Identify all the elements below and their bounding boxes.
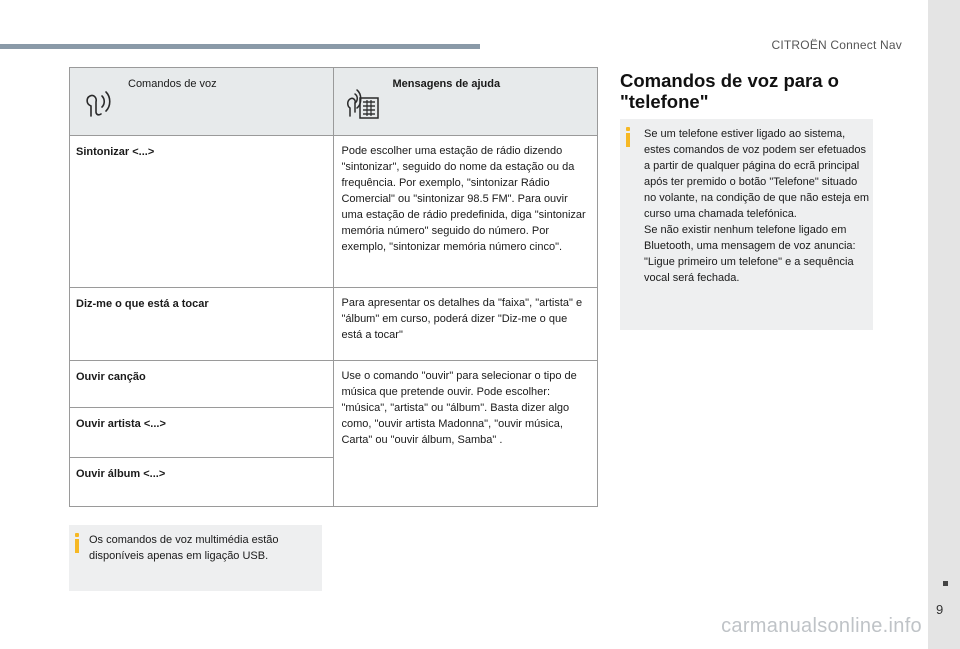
voice-command-icon bbox=[82, 86, 116, 120]
info-marker-icon bbox=[75, 533, 79, 553]
command-cell: Ouvir artista <...> bbox=[70, 408, 334, 458]
header-cell-help bbox=[334, 68, 598, 136]
phone-note-paragraph: Se não existir nenhum telefone ligado em Bluetooth, uma mensagem de voz anuncia: "Ligue primeiro um telefone" e a sequência vocal será fechada. bbox=[644, 224, 856, 284]
voice-help-icon bbox=[346, 86, 380, 120]
brand-header: CITROËN Connect Nav bbox=[771, 38, 902, 52]
command-cell: Diz-me o que está a tocar bbox=[70, 288, 334, 361]
page-marker bbox=[943, 581, 948, 586]
table-header-row bbox=[70, 68, 598, 136]
header-help-label: Mensagens de ajuda bbox=[392, 78, 501, 90]
side-strip bbox=[928, 0, 960, 649]
table-row bbox=[70, 288, 598, 361]
phone-note-box bbox=[620, 119, 873, 330]
page-number: 9 bbox=[936, 602, 944, 617]
voice-commands-table bbox=[69, 67, 598, 507]
command-cell: Ouvir canção bbox=[70, 361, 334, 408]
usb-note-text: Os comandos de voz multimédia estão disponíveis apenas em ligação USB. bbox=[89, 534, 279, 562]
header-commands-label: Comandos de voz bbox=[128, 78, 217, 90]
phone-note-paragraph: Se um telefone estiver ligado ao sistema, estes comandos de voz podem ser efetuados a partir de qualquer página do ecrã principal após ter premido o botão "Telefone" situado no volante, na condição de que não esteja em curso uma chamada telefónica. bbox=[644, 128, 870, 220]
command-cell: Ouvir álbum <...> bbox=[70, 458, 334, 507]
help-cell: Use o comando "ouvir" para selecionar o tipo de música que pretende ouvir. Pode escolher: "música", "artista" ou "álbum". Basta dizer algo como, "ouvir artista Madonna", "ouvir música, Carta" ou "ouvir álbum, Samba" . bbox=[334, 361, 598, 507]
table-row bbox=[70, 361, 598, 408]
help-cell: Pode escolher uma estação de rádio dizendo "sintonizar", seguido do nome da estação ou da frequência. Por exemplo, "sintonizar Rádio Comercial" ou "sintonizar 98.5 FM". Para ouvir uma estação de rádio predefinida, diga "sintonizar memória número" seguido do número. Por exemplo, "sintonizar memória número cinco". bbox=[334, 136, 598, 288]
header-cell-commands bbox=[70, 68, 334, 136]
watermark: carmanualsonline.info bbox=[721, 615, 922, 637]
help-cell: Para apresentar os detalhes da "faixa", "artista" e "álbum" em curso, poderá dizer "Diz-me o que está a tocar" bbox=[334, 288, 598, 361]
section-title: Comandos de voz para o "telefone" bbox=[620, 70, 839, 112]
command-cell: Sintonizar <...> bbox=[70, 136, 334, 288]
phone-note-text bbox=[644, 126, 870, 286]
table-row bbox=[70, 136, 598, 288]
header-rule bbox=[0, 44, 480, 49]
usb-note-box bbox=[69, 525, 322, 591]
info-marker-icon bbox=[626, 127, 630, 147]
